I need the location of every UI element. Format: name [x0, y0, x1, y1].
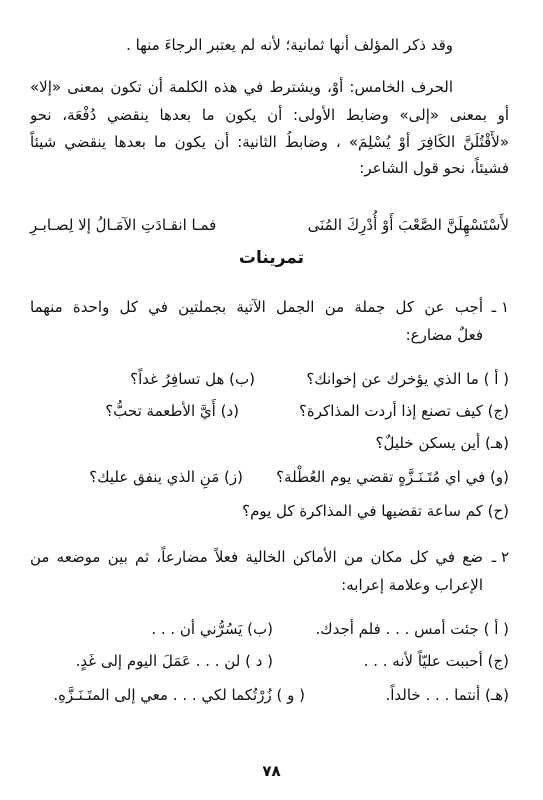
- item-text: أنتما . . . خالداً.: [385, 686, 481, 704]
- exercise-2-item-d: [76, 650, 273, 672]
- exercise-2-item-b: [151, 618, 273, 640]
- item-label: (ح): [487, 502, 509, 520]
- exercise-1-item-f: [276, 466, 509, 488]
- item-text: أحببت عليّاً لأنه . . .: [363, 652, 483, 670]
- intro-line: وقد ذكر المؤلف أنها ثمانية؛ لأنه لم يعتبر الرجاءَ منها .: [126, 36, 453, 54]
- exercise-2-text-line-1: ضع في كل مكان من الأماكن الخالية فعلاً مضارعاً، ثم بين موضعه من: [30, 548, 483, 566]
- exercise-1-number: ١ ـ: [491, 298, 509, 316]
- item-label: (ب): [229, 370, 255, 388]
- item-label: ( أ ): [483, 370, 509, 388]
- item-label: (هـ): [484, 686, 509, 704]
- item-label: (د): [220, 402, 239, 420]
- item-label: (هـ): [484, 434, 509, 452]
- item-text: أين يسكن خليلٌ؟: [375, 434, 481, 452]
- fifth-letter-line-3: «لأَقْتُلَنَّ الكَافِرَ أوْ يُسْلِمَ» ، وضابطُ الثانية: أن يكون ما بعدها ينقضي شيئاً: [30, 133, 509, 151]
- item-label: (ج): [487, 402, 509, 420]
- exercise-1-item-c: [299, 400, 509, 422]
- exercise-1-item-h: [242, 500, 509, 522]
- exercise-1-text-line-2: فعلٌ مضارع:: [405, 326, 483, 344]
- item-text: زُرْتُكما لكي . . . معي إلى المتَـنَـزَّهِ.: [53, 686, 272, 704]
- item-label: (و): [490, 468, 509, 486]
- item-text: في اي مُتَـنَـزَّهٍ تقضي يوم العُطْلة؟: [276, 468, 486, 486]
- fifth-letter-line-1: الحرف الخامس: أوْ، ويشترط في هذه الكلمة أن تكون بمعنى «إلا»: [30, 78, 453, 96]
- exercise-2-item-e: [385, 684, 509, 706]
- exercise-2-item-c: [364, 650, 509, 672]
- exercise-1-item-a: [306, 368, 509, 390]
- exercise-1-text-line-1: أجب عن كل جملة من الجمل الآتية بجملتين في كل واحدة منهما: [30, 298, 483, 316]
- item-label: ( أ ): [483, 620, 509, 638]
- exercise-1-item-b: [130, 368, 255, 390]
- poem-second-hemistich: فمـا انقـادَتِ الآمَـالُ إلا لِصـابـرِ: [30, 216, 217, 234]
- item-text: يَسُرُّني أن . . .: [151, 620, 243, 638]
- item-text: أَيَّ الأطعمة تحبُّ؟: [105, 402, 216, 420]
- item-text: لن . . . عَمَلَ اليوم إلى غَدٍ.: [75, 652, 241, 670]
- item-label: ( و ): [276, 686, 305, 704]
- item-label: (ب): [247, 620, 273, 638]
- item-text: ما الذي يؤخرك عن إخوانك؟: [306, 370, 479, 388]
- exercise-2-text-line-2: الإعراب وعلامة إعرابه:: [341, 576, 483, 594]
- item-text: جئت أمس . . . فلم أجدك.: [315, 620, 479, 638]
- exercise-1-item-d: [105, 400, 239, 422]
- poem-verse: [30, 213, 509, 237]
- item-text: مَنِ الذي ينفق عليك؟: [89, 468, 220, 486]
- item-text: كيف تصنع إذا أردت المذاكرة؟: [298, 402, 483, 420]
- poem-first-hemistich: لأَسْتَسْهِلَنَّ الصَّعْبَ أَوْ أُدْرِكَ المُنَى: [307, 216, 509, 234]
- item-text: كم ساعة تقضيها في المذاكرة كل يوم؟: [242, 502, 483, 520]
- item-label: ( د ): [245, 652, 273, 670]
- fifth-letter-line-2: أو بمعنى «إلى» وضابط الأولى: أن يكون ما بعدها ينقضي دُفْعَة، نحو: [30, 106, 509, 124]
- exercises-title: تمرينات: [238, 248, 305, 268]
- exercise-2-item-f: [53, 684, 305, 706]
- item-text: هل تسافِرُ غداً؟: [130, 370, 225, 388]
- exercise-2-number: ٢ ـ: [491, 548, 509, 566]
- exercise-1-item-g: [89, 466, 243, 488]
- exercise-1-item-e: [376, 432, 509, 454]
- exercise-2-item-a: [315, 618, 509, 640]
- item-label: (ز): [224, 468, 243, 486]
- page-number: ٧٨: [262, 762, 281, 780]
- fifth-letter-line-4: فشيئاً، نحو قول الشاعر:: [359, 159, 509, 177]
- item-label: (ج): [487, 652, 509, 670]
